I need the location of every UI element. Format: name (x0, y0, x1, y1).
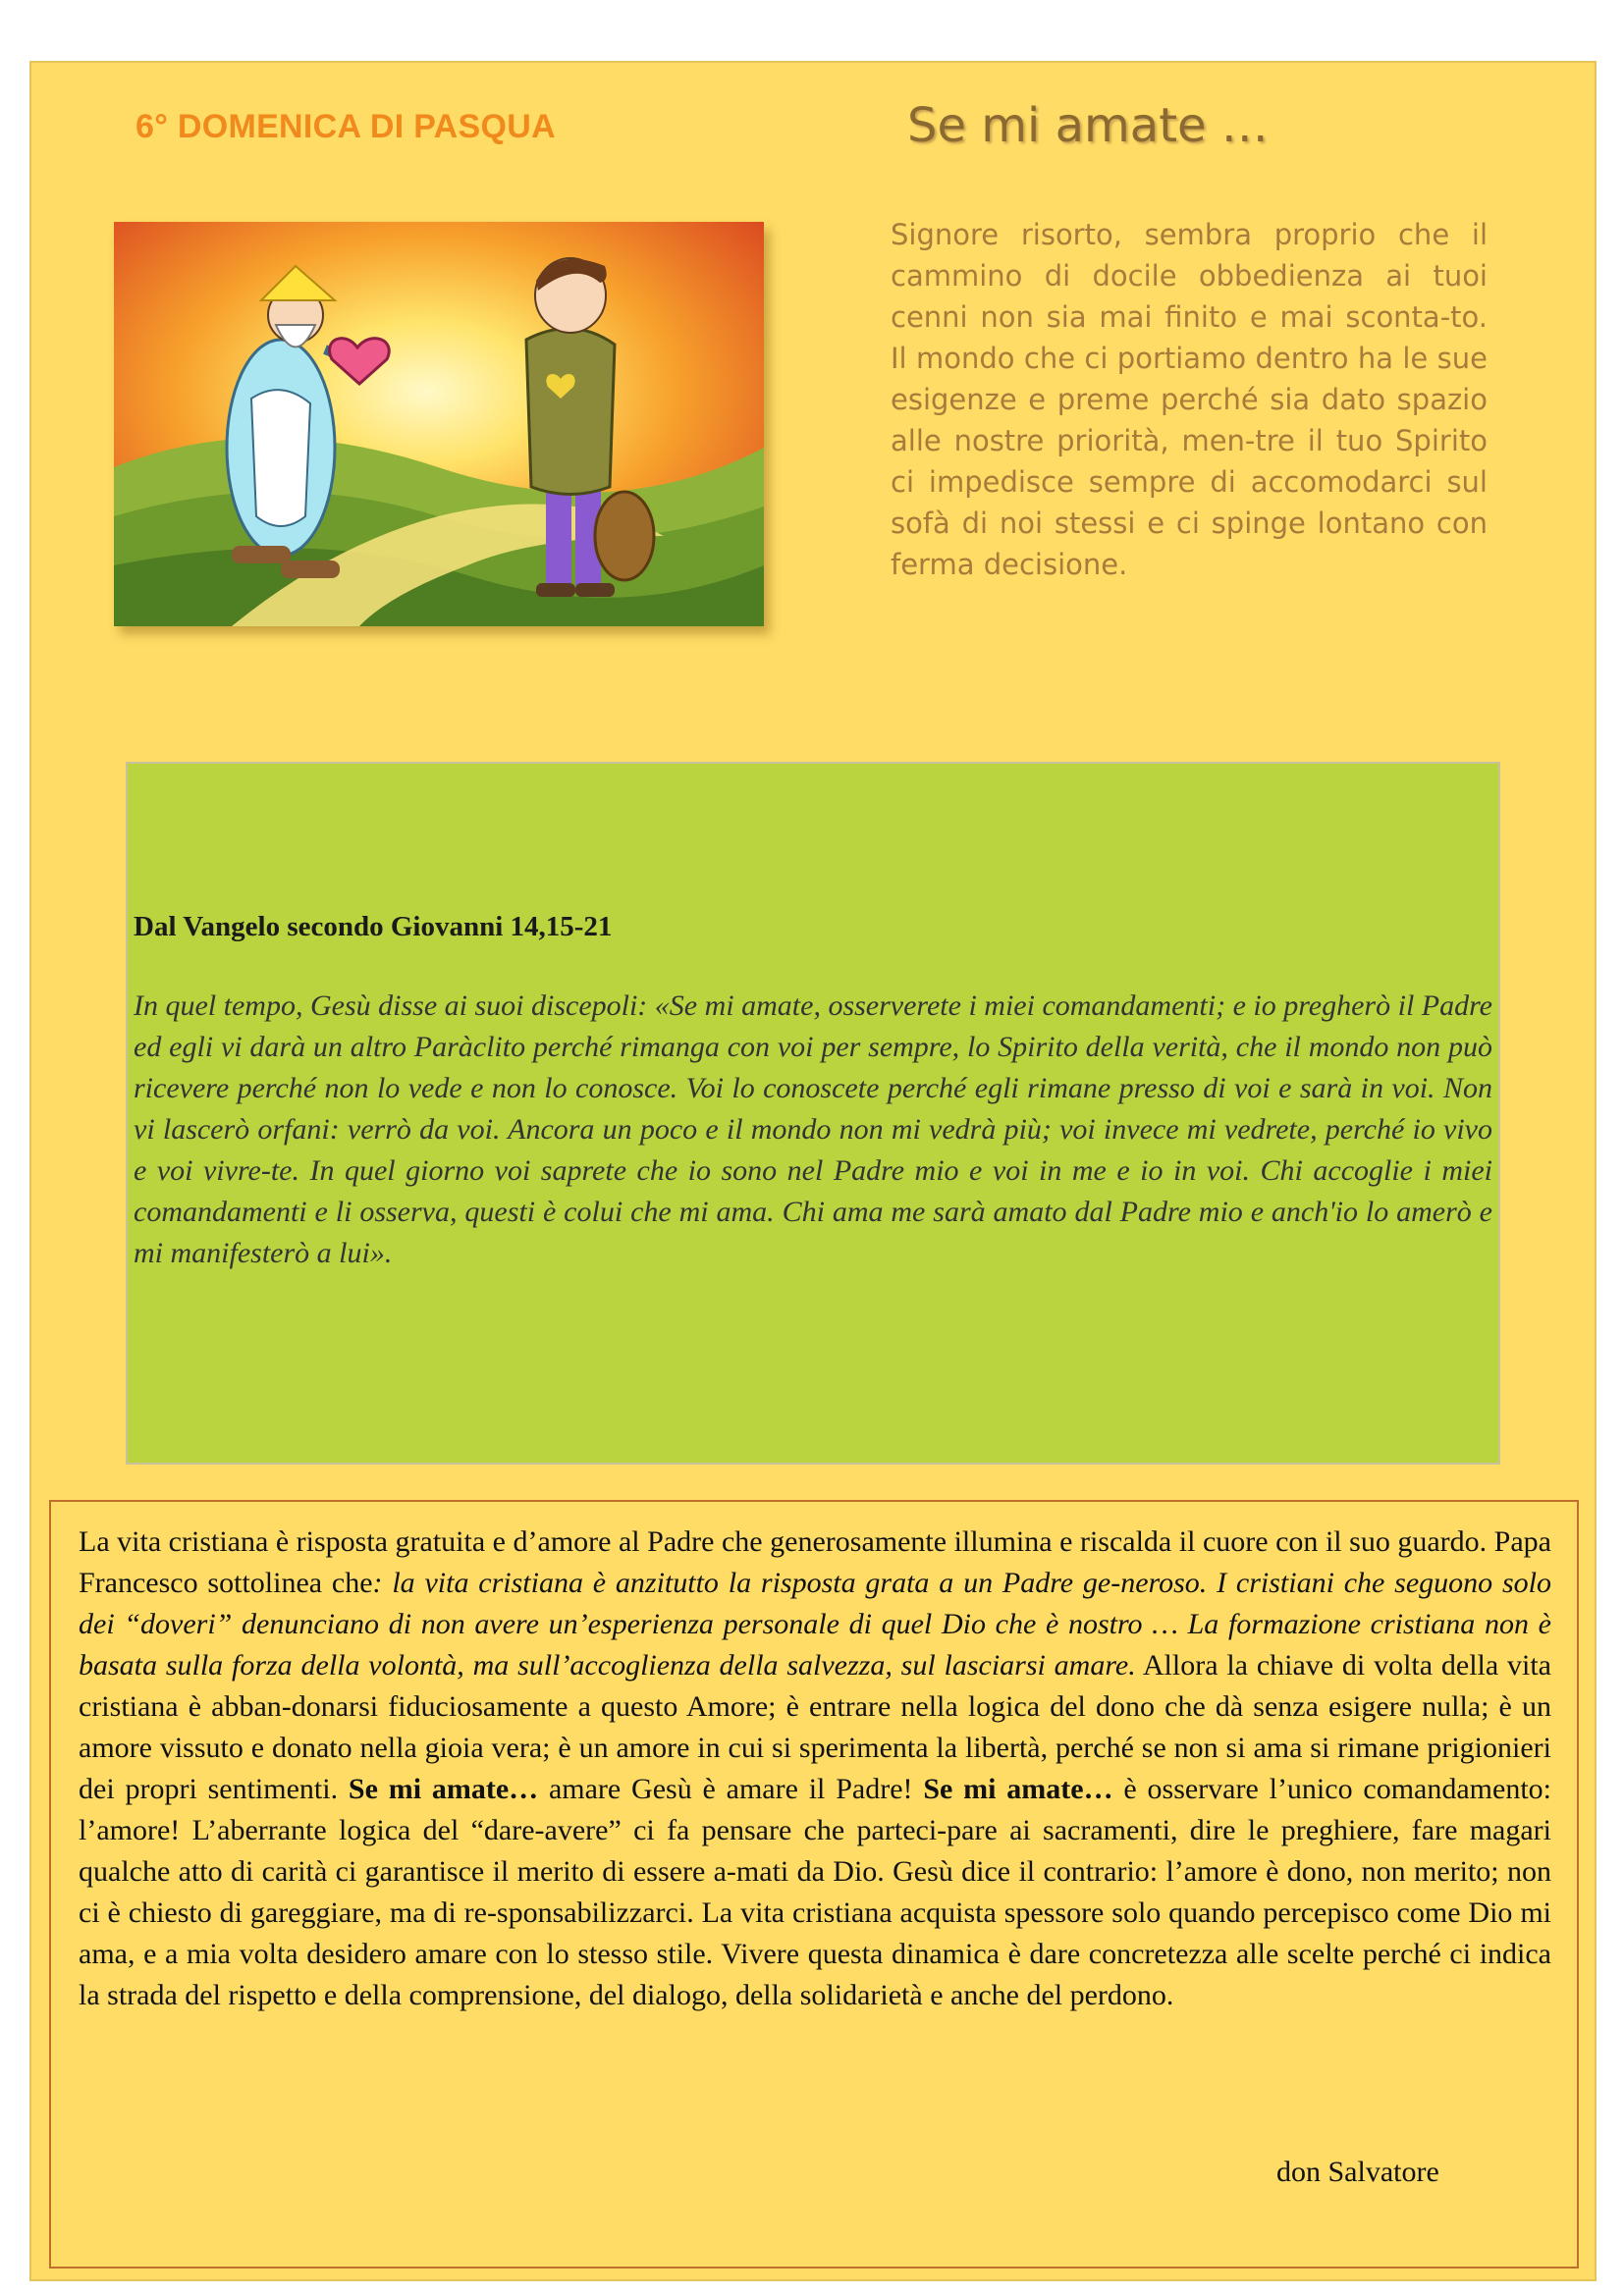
signature: don Salvatore (1276, 2156, 1439, 2188)
reflection-body: Allora la chiave di volta della vita cristiana è abban-donarsi fiduciosamente a questo Amore; è entrare nella logica del dono che dà senza esigere nulla; è un amore vissuto e donato nella gioia vera; è un amore in cui si sperimenta la libertà, perché se non si ama si rimane prigionieri dei propri sentimenti. (79, 1649, 1551, 1805)
gospel-reference: Dal Vangelo secondo Giovanni 14,15-21 (134, 911, 613, 942)
reflection-text (79, 1522, 1551, 2016)
jesus-offering-heart-illustration (114, 222, 764, 626)
emphasis-se-mi-amate-1: Se mi amate… (348, 1773, 539, 1805)
page-title: Se mi amate … (907, 98, 1269, 153)
liturgical-day-heading: 6° DOMENICA DI PASQUA (135, 108, 556, 145)
reflection-intro: La vita cristiana è risposta gratuita e d’amore al Padre che generosamente illumina e riscalda il cuore con il suo guardo. Papa Francesco sottolinea che (79, 1525, 1551, 1599)
bulletin-page (29, 61, 1597, 2281)
pope-quote: : la vita cristiana è anzitutto la risposta grata a un Padre ge-neroso. I cristiani che seguono solo dei “doveri” denunciano di non avere un’esperienza personale di quel Dio che è nostro … La formazione cristiana non è basata sulla forza della volontà, ma sull’accoglienza della salvezza, sul lasciarsi amare. (79, 1567, 1551, 1682)
gospel-text: In quel tempo, Gesù disse ai suoi discepoli: «Se mi amate, osserverete i miei comandamenti; e io pregherò il Padre ed egli vi darà un altro Paràclito perché rimanga con voi per sempre, lo Spirito della verità, che il mondo non può ricevere perché non lo vede e non lo conosce. Voi lo conoscete perché egli rimane presso di voi e sarà in voi. Non vi lascerò orfani: verrò da voi. Ancora un poco e il mondo non mi vedrà più; voi invece mi vedrete, perché io vivo e voi vivre-te. In quel giorno voi saprete che io sono nel Padre mio e voi in me e io in voi. Chi accoglie i miei comandamenti e li osserva, questi è colui che mi ama. Chi ama me sarà amato dal Padre mio e anch'io lo amerò e mi manifesterò a lui». (134, 989, 1492, 1269)
emphasis-se-mi-amate-2: Se mi amate… (923, 1773, 1113, 1805)
prayer-text: Signore risorto, sembra proprio che il cammino di docile obbedienza ai tuoi cenni non sia mai finito e mai sconta-to. Il mondo che ci portiamo dentro ha le sue esigenze e preme perché sia dato spazio alle nostre priorità, men-tre il tuo Spirito ci impedisce sempre di accomodarci sul sofà di noi stessi e ci spinge lontano con ferma decisione. (891, 218, 1488, 581)
reflection-box (49, 1500, 1579, 2269)
gospel-box (126, 762, 1500, 1465)
reflection-body-3: è osservare l’unico comandamento: l’amore! L’aberrante logica del “dare-avere” ci fa pensare che parteci-pare ai sacramenti, dire le preghiere, fare magari qualche atto di carità ci garantisce il merito di essere a-mati da Dio. Gesù dice il contrario: l’amore è dono, non merito; non ci è chiesto di gareggiare, ma di re-sponsabilizzarci. La vita cristiana acquista spessore solo quando percepisco come Dio mi ama, e a mia volta desidero amare con lo stesso stile. Vivere questa dinamica è dare concretezza alle scelte perché ci indica la strada del rispetto e della comprensione, del dialogo, della solidarietà e anche del perdono. (79, 1773, 1552, 2011)
reflection-body-2: amare Gesù è amare il Padre! (538, 1773, 924, 1805)
